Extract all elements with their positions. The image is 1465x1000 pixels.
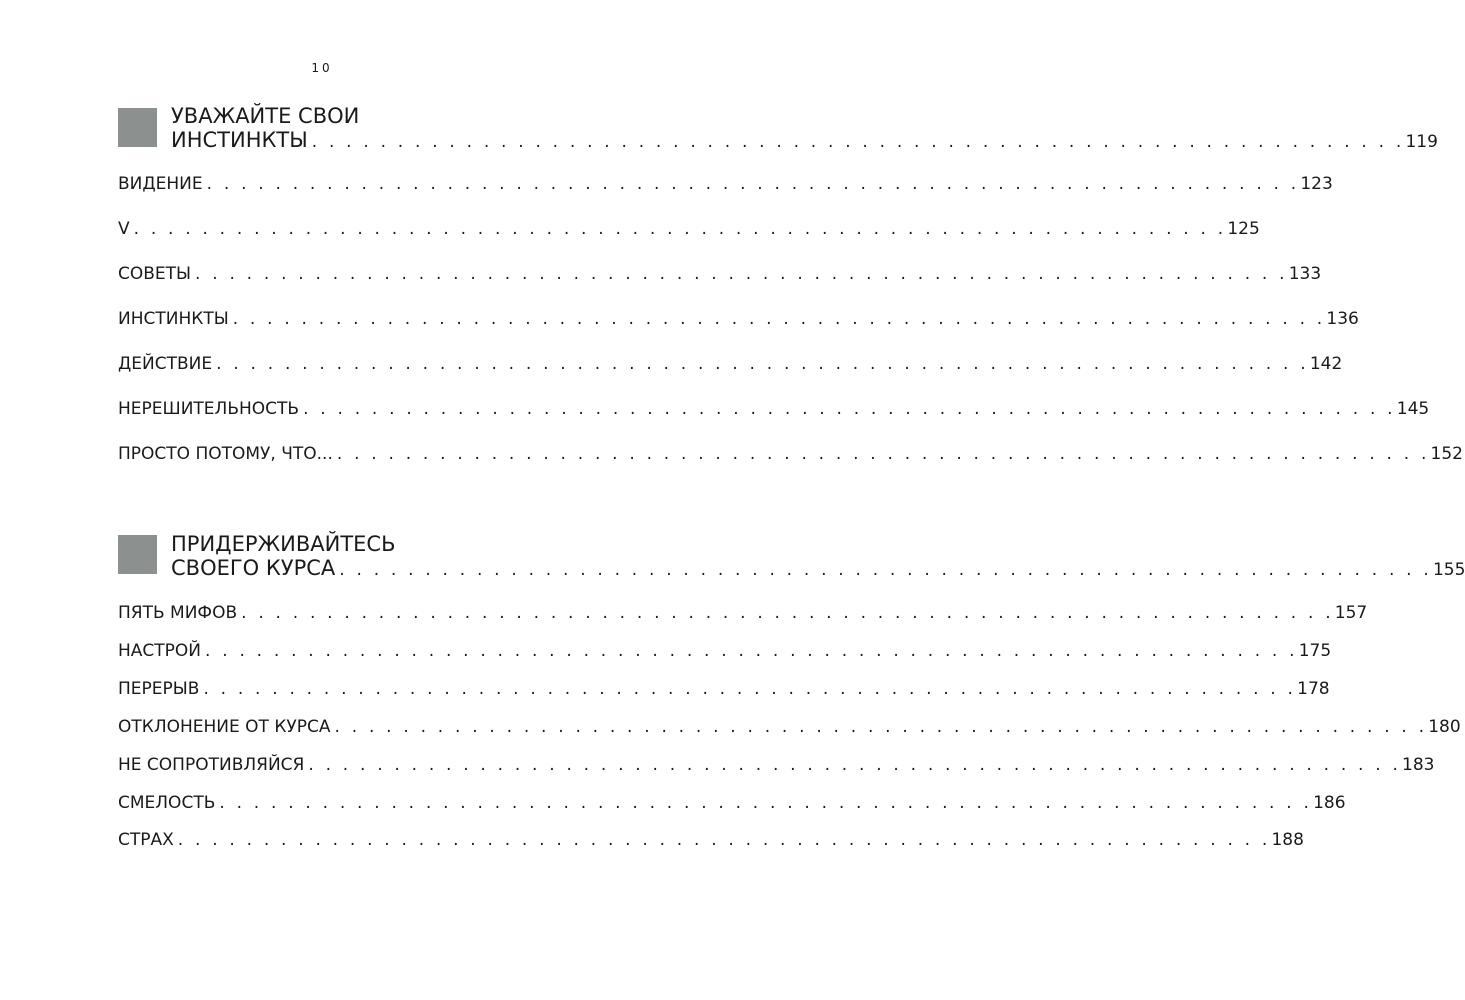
page-ref: 183 [1402,755,1435,775]
section-title-line2: СВОЕГО КУРСА [171,556,336,580]
toc-entry-label: СОВЕТЫ [118,264,192,284]
section-marker [118,535,157,574]
page-ref: 180 [1428,717,1461,737]
toc-entry-label: ОТКЛОНЕНИЕ ОТ КУРСА [118,717,331,737]
dot-leader: . . . . . . . . . . . . . . . . . . . . . . . . . . . . . . . . . . . . . . . . . . . . . . . . . . . . . . . . . . . . . . . . [133,219,1227,239]
page-ref: 157 [1334,603,1368,623]
dot-leader: . . . . . . . . . . . . . . . . . . . . . . . . . . . . . . . . . . . . . . . . . . . . . . . . . . . . . . . . . . . . . . . . [216,354,1309,374]
page-number: 10 [311,61,333,75]
dot-leader: . . . . . . . . . . . . . . . . . . . . . . . . . . . . . . . . . . . . . . . . . . . . . . . . . . . . . . . . . . . . . . . . [311,132,1405,152]
dot-leader: . . . . . . . . . . . . . . . . . . . . . . . . . . . . . . . . . . . . . . . . . . . . . . . . . . . . . . . . . . . . . . . . [339,560,1432,580]
dot-leader: . . . . . . . . . . . . . . . . . . . . . . . . . . . . . . . . . . . . . . . . . . . . . . . . . . . . . . . . . . . . . . . . [232,309,1326,329]
page-ref: 178 [1297,679,1330,699]
page-ref: 186 [1313,793,1346,813]
section-title: ПРИДЕРЖИВАЙТЕСЬ [171,532,396,556]
dot-leader: . . . . . . . . . . . . . . . . . . . . . . . . . . . . . . . . . . . . . . . . . . . . . . . . . . . . . . . . . . . . . . . . [205,641,1298,661]
toc-entry[interactable] [118,443,1463,465]
toc-entry-label: ИНСТИНКТЫ [118,309,229,329]
toc-entry-label: НЕ СОПРОТИВЛЯЙСЯ [118,755,305,775]
page-ref: 142 [1309,354,1343,374]
page-ref: 175 [1298,641,1332,661]
page-ref: 119 [1405,132,1438,152]
page-ref: 152 [1430,444,1463,464]
dot-leader: . . . . . . . . . . . . . . . . . . . . . . . . . . . . . . . . . . . . . . . . . . . . . . . . . . . . . . . . . . . . . . . . [308,755,1402,775]
toc-entry[interactable] [118,754,1435,776]
toc-entry[interactable] [118,218,1260,240]
dot-leader: . . . . . . . . . . . . . . . . . . . . . . . . . . . . . . . . . . . . . . . . . . . . . . . . . . . . . . . . . . . . . . . . [177,830,1271,850]
page-ref: 136 [1326,309,1359,329]
toc-entry[interactable] [118,353,1343,375]
dot-leader: . . . . . . . . . . . . . . . . . . . . . . . . . . . . . . . . . . . . . . . . . . . . . . . . . . . . . . . . . . . . . . . . [336,444,1430,464]
dot-leader: . . . . . . . . . . . . . . . . . . . . . . . . . . . . . . . . . . . . . . . . . . . . . . . . . . . . . . . . . . . . . . . . [241,603,1334,623]
page-ref: 133 [1288,264,1322,284]
dot-leader: . . . . . . . . . . . . . . . . . . . . . . . . . . . . . . . . . . . . . . . . . . . . . . . . . . . . . . . . . . . . . . . . [206,174,1300,194]
toc-entry[interactable] [118,308,1359,330]
toc-entry[interactable] [118,678,1330,700]
toc-heading-row[interactable] [171,556,1465,582]
page-ref: 125 [1227,219,1260,239]
toc-entry[interactable] [118,602,1368,624]
page-ref: 123 [1300,174,1333,194]
toc-entry-label: ВИДЕНИЕ [118,174,203,194]
toc-entry-label: ПРОСТО ПОТОМУ, ЧТО... [118,444,333,464]
toc-entry[interactable] [118,263,1322,285]
section-title-line2: ИНСТИНКТЫ [171,128,308,152]
dot-leader: . . . . . . . . . . . . . . . . . . . . . . . . . . . . . . . . . . . . . . . . . . . . . . . . . . . . . . . . . . . . . . . . [334,717,1428,737]
toc-entry-label: ПЕРЕРЫВ [118,679,200,699]
dot-leader: . . . . . . . . . . . . . . . . . . . . . . . . . . . . . . . . . . . . . . . . . . . . . . . . . . . . . . . . . . . . . . . . [195,264,1288,284]
dot-leader: . . . . . . . . . . . . . . . . . . . . . . . . . . . . . . . . . . . . . . . . . . . . . . . . . . . . . . . . . . . . . . . . [203,679,1297,699]
dot-leader: . . . . . . . . . . . . . . . . . . . . . . . . . . . . . . . . . . . . . . . . . . . . . . . . . . . . . . . . . . . . . . . . [303,399,1396,419]
toc-entry[interactable] [118,792,1346,814]
toc-entry[interactable] [118,640,1332,662]
toc-entry-label: НЕРЕШИТЕЛЬНОСТЬ [118,399,300,419]
toc-entry-label: НАСТРОЙ [118,641,202,661]
toc-entry[interactable] [118,716,1461,738]
toc-entry[interactable] [118,398,1430,420]
toc-entry[interactable] [118,829,1304,851]
toc-entry-label: СТРАХ [118,830,174,850]
page-ref: 155 [1432,560,1465,580]
toc-entry-label: ДЕЙСТВИЕ [118,354,213,374]
section-title: УВАЖАЙТЕ СВОИ [171,104,360,128]
page-ref: 145 [1396,399,1430,419]
toc-entry-label: СМЕЛОСТЬ [118,793,216,813]
section-marker [118,108,157,147]
toc-entry-label: V [118,219,130,239]
toc-entry[interactable] [118,173,1333,195]
toc-entry-label: ПЯТЬ МИФОВ [118,603,238,623]
page-ref: 188 [1271,830,1304,850]
dot-leader: . . . . . . . . . . . . . . . . . . . . . . . . . . . . . . . . . . . . . . . . . . . . . . . . . . . . . . . . . . . . . . . . [219,793,1313,813]
toc-heading-row[interactable] [171,128,1438,154]
